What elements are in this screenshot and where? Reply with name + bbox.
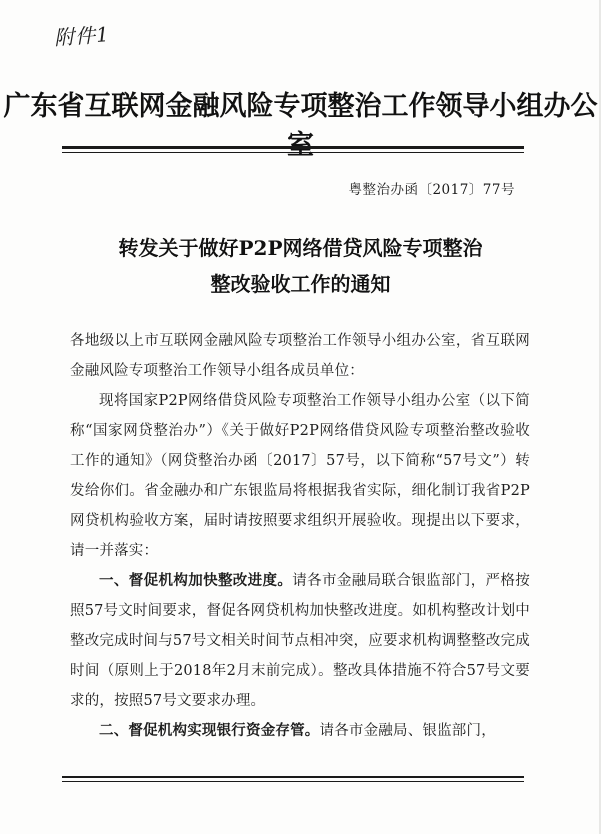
section1-paragraph — [70, 566, 530, 716]
document-title — [0, 230, 601, 302]
intro-paragraph: 现将国家P2P网络借贷风险专项整治工作领导小组办公室（以下简称“国家网贷整治办”）《关于做好P2P网络借贷风险专项整治整改验收工作的通知》（网贷整治办函〔2017〕57号，以下简称“57号文”）转发给你们。省金融办和广东银监局将根据我省实际，细化制订我省P2P网贷机构验收方案，届时请按照要求组织开展验收。现提出以下要求，请一并落实： — [70, 393, 530, 559]
issuing-office-title: 广东省互联网金融风险专项整治工作领导小组办公室 — [3, 91, 598, 161]
document-body — [70, 326, 530, 746]
header-rule-thin — [62, 152, 524, 153]
addressee-paragraph: 各地级以上市互联网金融风险专项整治工作领导小组办公室，省互联网金融风险专项整治工作领导小组各成员单位： — [70, 333, 530, 379]
document-title-line1: 转发关于做好P2P网络借贷风险专项整治 — [118, 236, 483, 260]
section1-heading: 一、督促机构加快整改进度。 — [99, 572, 293, 589]
handwritten-attachment-note: 附件1 — [53, 22, 111, 50]
section2-heading: 二、督促机构实现银行资金存管。 — [99, 722, 320, 739]
document-number: 粤整治办函〔2017〕77号 — [348, 182, 515, 198]
section2-text: 请各市金融局、银监部门， — [319, 723, 496, 739]
document-title-line2: 整改验收工作的通知 — [210, 272, 391, 296]
footer-rule-thin — [62, 781, 524, 782]
footer-rule-thick — [62, 776, 524, 778]
section1-text: 请各市金融局联合银监部门，严格按照57号文时间要求，督促各网贷机构加快整改进度。如机构整改计划中整改完成时间与57号文相关时间节点相冲突，应要求机构调整整改完成时间（原则上于2018年2月末前完成）。整改具体措施不符合57号文要求的，按照57号文要求办理。 — [70, 573, 530, 709]
section2-paragraph — [70, 716, 530, 746]
header-rule-thick — [62, 146, 524, 149]
